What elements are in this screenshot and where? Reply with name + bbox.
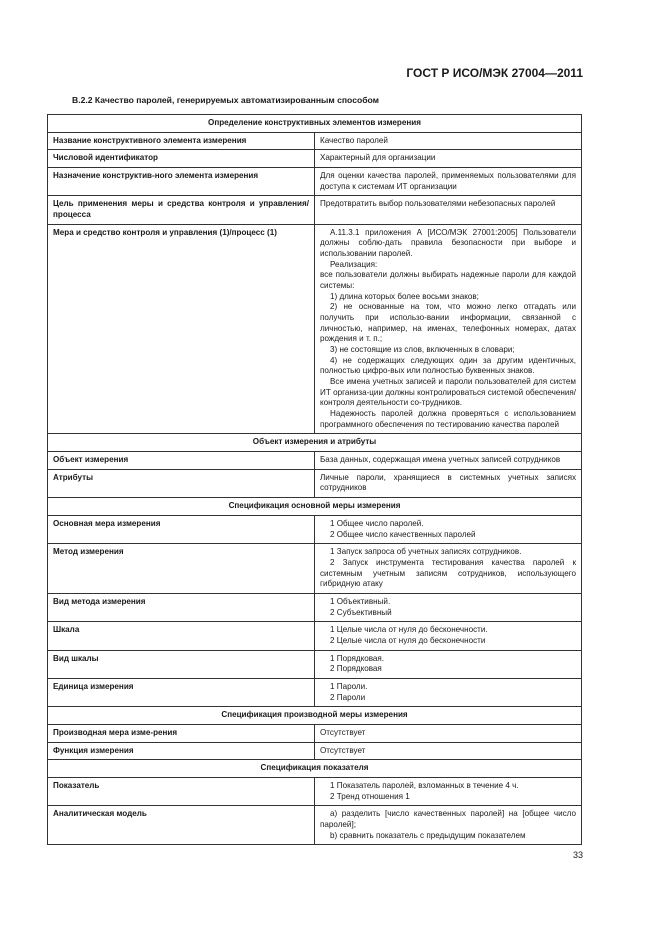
table-row	[48, 760, 582, 778]
row-value	[315, 650, 582, 678]
row-label: Цель применения меры и средства контроля и управления/процесса	[48, 196, 315, 224]
row-value	[315, 806, 582, 845]
value-paragraph: 1 Целые числа от нуля до бесконечности.	[330, 625, 488, 635]
row-label: Шкала	[48, 622, 315, 650]
section-header: Спецификация основной меры измерения	[48, 498, 582, 516]
value-paragraph: 3) не состоящие из слов, включенных в словари;	[330, 345, 515, 355]
row-label: Атрибуты	[48, 469, 315, 497]
row-value	[315, 777, 582, 805]
row-value	[315, 515, 582, 543]
row-value: Личные пароли, хранящиеся в системных учетных записях сотрудников	[315, 469, 582, 497]
value-paragraph: 2 Пароли	[330, 692, 366, 702]
value-paragraph: 2 Тренд отношения 1	[330, 791, 410, 801]
value-paragraph: а) разделить [число качественных паролей] на [общее число паролей];	[320, 809, 576, 829]
table-row	[48, 132, 582, 150]
table-row	[48, 115, 582, 133]
value-paragraph: 1 Порядковая.	[330, 653, 385, 663]
value-paragraph: 1 Общее число паролей.	[330, 518, 424, 528]
table-row	[48, 515, 582, 543]
value-paragraph: 1 Пароли.	[330, 681, 368, 691]
row-value: Для оценки качества паролей, применяемых пользователями для доступа к системам ИТ организации	[315, 168, 582, 196]
value-paragraph: 1) длина которых более восьми знаков;	[330, 291, 479, 301]
value-paragraph: Все имена учетных записей и пароли пользователей для систем ИТ организа-ции должны контролироваться системой обеспечения/контроля деятельности со-трудников.	[320, 377, 576, 408]
row-value	[315, 678, 582, 706]
row-label: Мера и средство контроля и управления (1)/процесс (1)	[48, 224, 315, 434]
table-row	[48, 678, 582, 706]
section-header: Спецификация производной меры измерения	[48, 707, 582, 725]
row-label: Производная мера изме-рения	[48, 724, 315, 742]
row-value	[315, 224, 582, 434]
value-paragraph: Надежность паролей должна проверяться с использованием программного обеспечения по тестированию качества паролей	[320, 409, 576, 429]
table-row	[48, 469, 582, 497]
value-paragraph: 2 Порядковая	[330, 664, 382, 674]
table-row	[48, 452, 582, 470]
table-row	[48, 168, 582, 196]
row-value	[315, 622, 582, 650]
row-value: Отсутствует	[315, 742, 582, 760]
row-label: Объект измерения	[48, 452, 315, 470]
table-row	[48, 498, 582, 516]
section-header: Спецификация показателя	[48, 760, 582, 778]
value-paragraph: А.11.3.1 приложения А [ИСО/МЭК 27001:2005] Пользователи должны соблю-дать правила безопасности при выборе и использовании паролей.	[320, 227, 576, 259]
row-value	[315, 593, 582, 621]
table-row	[48, 544, 582, 594]
table-row	[48, 224, 582, 434]
measurement-table	[47, 114, 582, 845]
row-value: Предотвратить выбор пользователями небезопасных паролей	[315, 196, 582, 224]
table-row	[48, 777, 582, 805]
row-value: Качество паролей	[315, 132, 582, 150]
row-value: Отсутствует	[315, 724, 582, 742]
row-label: Назначение конструктив-ного элемента измерения	[48, 168, 315, 196]
table-row	[48, 650, 582, 678]
table-row	[48, 593, 582, 621]
row-value: База данных, содержащая имена учетных записей сотрудников	[315, 452, 582, 470]
value-paragraph: 2 Общее число качественных паролей	[330, 529, 476, 539]
table-row	[48, 150, 582, 168]
value-paragraph: 1 Объективный.	[330, 596, 391, 606]
value-paragraph: 1 Запуск запроса об учетных записях сотрудников.	[330, 547, 522, 557]
row-label: Название конструктивного элемента измерения	[48, 132, 315, 150]
row-label: Основная мера измерения	[48, 515, 315, 543]
value-paragraph: 4) не содержащих следующих один за другим идентичных, полностью цифро-вых или полностью буквенных знаков.	[320, 355, 576, 376]
table-row	[48, 806, 582, 845]
value-paragraph: Реализация:	[330, 259, 378, 269]
row-value	[315, 544, 582, 594]
section-header: Объект измерения и атрибуты	[48, 434, 582, 452]
section-caption: В.2.2 Качество паролей, генерируемых автоматизированным способом	[72, 95, 380, 105]
value-paragraph: 2 Целые числа от нуля до бесконечности	[330, 635, 486, 645]
document-header: ГОСТ Р ИСО/МЭК 27004—2011	[406, 66, 583, 80]
value-paragraph: все пользователи должны выбирать надежные пароли для каждой системы:	[320, 270, 576, 291]
row-label: Аналитическая модель	[48, 806, 315, 845]
value-paragraph: 2) не основанные на том, что можно легко отгадать или получить при использо-вании информации, связанной с личностью, например, на именах, телефонных номерах, датах рождения и т. п.;	[320, 302, 576, 344]
table-row	[48, 622, 582, 650]
section-header: Определение конструктивных элементов измерения	[48, 115, 582, 133]
table-row	[48, 196, 582, 224]
row-label: Единица измерения	[48, 678, 315, 706]
table-row	[48, 742, 582, 760]
row-label: Числовой идентификатор	[48, 150, 315, 168]
value-paragraph: 2 Запуск инструмента тестирования качества паролей к системным учетным записям сотрудников, использующего гибридную атаку	[320, 557, 576, 589]
table-row	[48, 724, 582, 742]
table-row	[48, 707, 582, 725]
value-paragraph: b) сравнить показатель с предыдущим показателем	[330, 830, 526, 840]
value-paragraph: 1 Показатель паролей, взломанных в течение 4 ч.	[330, 780, 519, 790]
page-number: 33	[572, 850, 583, 860]
row-label: Показатель	[48, 777, 315, 805]
table-row	[48, 434, 582, 452]
row-value: Характерный для организации	[315, 150, 582, 168]
row-label: Функция измерения	[48, 742, 315, 760]
value-paragraph: 2 Субъективный	[330, 607, 392, 617]
row-label: Вид шкалы	[48, 650, 315, 678]
row-label: Метод измерения	[48, 544, 315, 594]
row-label: Вид метода измерения	[48, 593, 315, 621]
